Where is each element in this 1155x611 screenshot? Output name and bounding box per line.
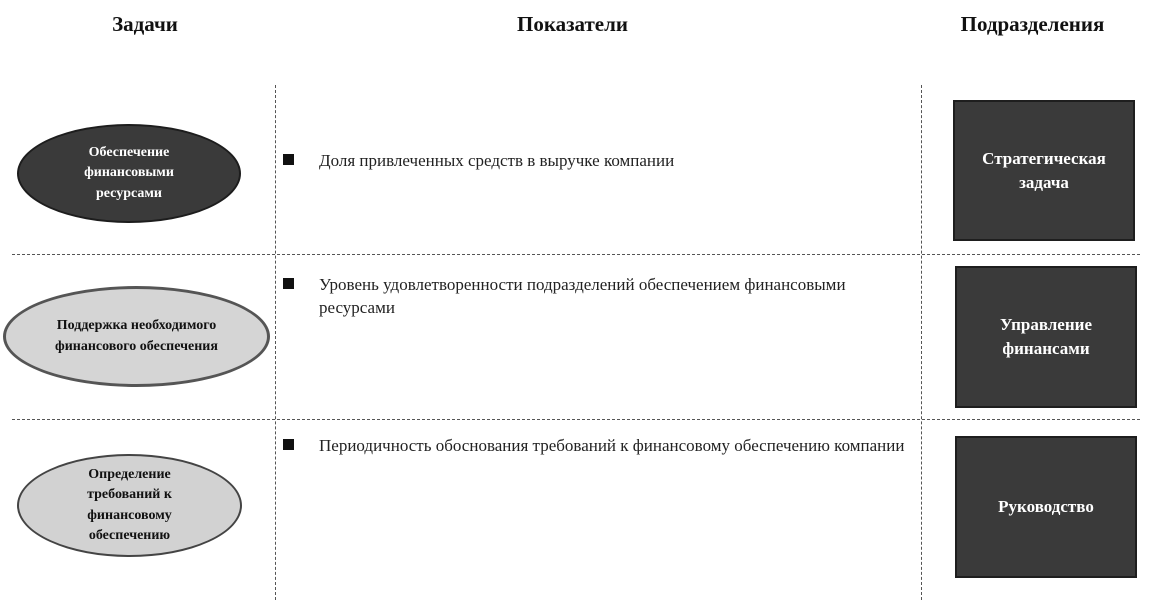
square-bullet-icon xyxy=(283,439,294,450)
square-bullet-icon xyxy=(283,278,294,289)
task-label: Определение требований к финансовому обеспечению xyxy=(87,466,172,543)
unit-box-leadership xyxy=(955,436,1137,578)
unit-label: Управление финансами xyxy=(999,315,1092,358)
unit-label: Руководство xyxy=(998,497,1094,516)
tasks-column-header: Задачи xyxy=(112,12,178,36)
indicator-text: Уровень удовлетворенности подразделений обеспечением финансовыми ресурсами xyxy=(319,275,846,317)
task-ellipse-define-requirements xyxy=(17,454,242,557)
indicator-item xyxy=(283,273,908,319)
unit-box-strategic-task xyxy=(953,100,1135,241)
column-divider-right xyxy=(921,85,922,600)
task-label: Обеспечение финансовыми ресурсами xyxy=(84,145,174,201)
indicator-item xyxy=(283,149,908,172)
square-bullet-icon xyxy=(283,154,294,165)
units-column-header: Подразделения xyxy=(960,12,1105,36)
unit-label: Стратегическая задача xyxy=(982,148,1106,192)
row-divider-1 xyxy=(12,254,1140,255)
indicators-column-header: Показатели xyxy=(516,12,629,36)
unit-box-finance-management xyxy=(955,266,1137,408)
task-label: Поддержка необходимого финансового обеспечения xyxy=(55,318,218,354)
indicator-item xyxy=(283,434,908,457)
indicator-text: Периодичность обоснования требований к финансовому обеспечению компании xyxy=(319,436,905,455)
task-ellipse-support-funding xyxy=(3,286,270,387)
column-divider-left xyxy=(275,85,276,600)
indicator-text: Доля привлеченных средств в выручке компании xyxy=(319,151,675,170)
task-ellipse-financial-resources xyxy=(17,124,241,223)
row-divider-2 xyxy=(12,419,1140,420)
